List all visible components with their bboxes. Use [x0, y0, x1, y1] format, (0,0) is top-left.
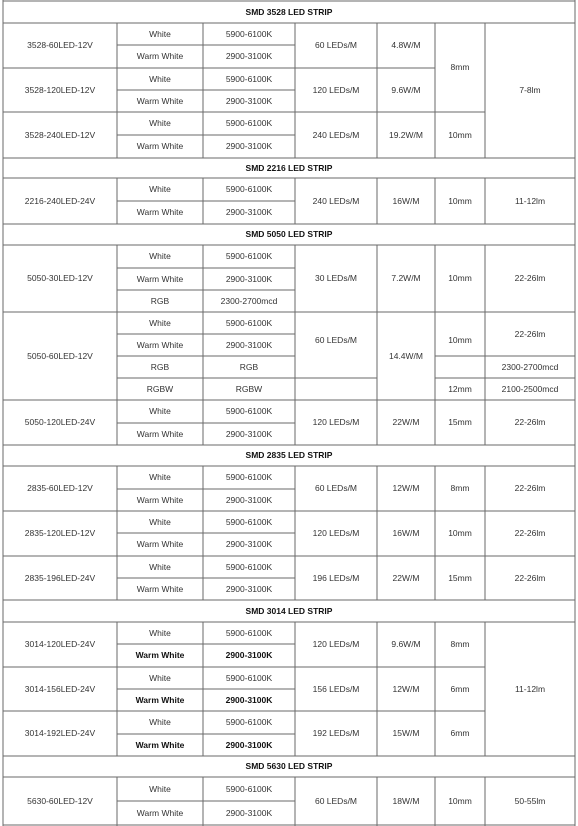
section-header-2216: SMD 2216 LED STRIP [245, 162, 333, 173]
lumen: 22-26lm [514, 328, 546, 339]
lumen: 22-26lm [514, 572, 546, 583]
width: 8mm [450, 483, 470, 494]
cct-white: 5900-6100K [225, 73, 273, 84]
intensity-rgb: 2300-2700mcd [220, 295, 278, 306]
width: 10mm [448, 795, 472, 806]
power: 18W/M [392, 795, 420, 806]
width: 6mm [450, 728, 470, 739]
value-rgb: RGB [239, 361, 259, 372]
cct-white: 5900-6100K [225, 672, 273, 683]
leds-per-meter: 240 LEDs/M [312, 129, 360, 140]
leds-per-meter: 60 LEDs/M [314, 334, 358, 345]
cct-white: 5900-6100K [225, 627, 273, 638]
color-white: White [149, 28, 171, 39]
section-header-3014: SMD 3014 LED STRIP [245, 605, 333, 616]
color-white: White [149, 783, 171, 794]
model-5050-60: 5050-60LED-12V [27, 350, 93, 361]
model-5050-120: 5050-120LED-24V [24, 417, 96, 428]
cct-white: 5900-6100K [225, 717, 273, 728]
width: 8mm [450, 639, 470, 650]
cct-white: 5900-6100K [225, 783, 273, 794]
leds-per-meter: 196 LEDs/M [312, 572, 360, 583]
cct-warm-white: 2900-3100K [225, 428, 273, 439]
color-warm-white: Warm White [136, 207, 184, 218]
lumen: 22-26lm [514, 273, 546, 284]
color-white: White [149, 73, 171, 84]
width: 10mm [448, 528, 472, 539]
color-rgb: RGB [150, 361, 170, 372]
cct-white: 5900-6100K [225, 472, 273, 483]
lumen: 11-12lm [514, 195, 546, 206]
cct-white: 5900-6100K [225, 28, 273, 39]
power: 16W/M [392, 528, 420, 539]
cct-white: 5900-6100K [225, 516, 273, 527]
value-rgbw: RGBW [235, 383, 263, 394]
power: 12W/M [392, 683, 420, 694]
model-5050-30: 5050-30LED-12V [27, 273, 93, 284]
power: 16W/M [392, 195, 420, 206]
color-rgbw: RGBW [146, 383, 174, 394]
power: 9.6W/M [391, 639, 421, 650]
leds-per-meter: 240 LEDs/M [312, 195, 360, 206]
cct-warm-white: 2900-3100K [225, 273, 273, 284]
lumen: 22-26lm [514, 417, 546, 428]
leds-per-meter: 30 LEDs/M [314, 273, 358, 284]
model-2216-240: 2216-240LED-24V [24, 195, 96, 206]
color-white: White [149, 717, 171, 728]
model-2835-120: 2835-120LED-12V [24, 528, 96, 539]
cct-warm-white: 2900-3100K [225, 583, 273, 594]
model-3528-60: 3528-60LED-12V [27, 40, 93, 51]
color-warm-white: Warm White [136, 273, 184, 284]
power: 22W/M [392, 417, 420, 428]
color-warm-white: Warm White [136, 141, 184, 152]
power: 19.2W/M [388, 129, 423, 140]
color-white: White [149, 317, 171, 328]
model-2835-60: 2835-60LED-12V [27, 483, 93, 494]
lumen: 22-26lm [514, 528, 546, 539]
cct-warm-white: 2900-3100K [225, 539, 273, 550]
cct-warm-white: 2900-3100K [225, 807, 273, 818]
lumen: 22-26lm [514, 483, 546, 494]
section-header-2835: SMD 2835 LED STRIP [245, 450, 333, 461]
color-warm-white: Warm White [136, 807, 184, 818]
power: 14.4W/M [388, 350, 423, 361]
color-white: White [149, 627, 171, 638]
section-header-3528: SMD 3528 LED STRIP [245, 6, 333, 17]
width: 10mm [448, 334, 472, 345]
cct-white: 5900-6100K [225, 561, 273, 572]
model-3014-156: 3014-156LED-24V [24, 683, 96, 694]
color-warm-white: Warm White [136, 51, 184, 62]
model-3014-120: 3014-120LED-24V [24, 639, 96, 650]
section-header-5050: SMD 5050 LED STRIP [245, 229, 333, 240]
power: 4.8W/M [391, 40, 421, 51]
model-3528-120: 3528-120LED-12V [24, 84, 96, 95]
leds-per-meter: 60 LEDs/M [314, 795, 358, 806]
color-warm-white: Warm White [136, 583, 184, 594]
lumen-rgbw: 2100-2500mcd [501, 383, 559, 394]
color-warm-white: Warm White [136, 95, 184, 106]
color-warm-white: Warm White [135, 650, 185, 661]
model-5630-60: 5630-60LED-12V [27, 795, 93, 806]
color-white: White [149, 516, 171, 527]
cct-white: 5900-6100K [225, 184, 273, 195]
cct-warm-white: 2900-3100K [225, 339, 273, 350]
color-white: White [149, 561, 171, 572]
cct-white: 5900-6100K [225, 118, 273, 129]
color-white: White [149, 672, 171, 683]
power: 15W/M [392, 728, 420, 739]
width: 6mm [450, 683, 470, 694]
cct-warm-white: 2900-3100K [225, 51, 273, 62]
width: 10mm [448, 195, 472, 206]
model-3528-240: 3528-240LED-12V [24, 129, 96, 140]
power: 12W/M [392, 483, 420, 494]
power: 7.2W/M [391, 273, 421, 284]
cct-warm-white: 2900-3100K [225, 694, 273, 705]
color-white: White [149, 118, 171, 129]
leds-per-meter: 156 LEDs/M [312, 683, 360, 694]
cct-warm-white: 2900-3100K [225, 95, 273, 106]
leds-per-meter: 192 LEDs/M [312, 728, 360, 739]
width: 10mm [448, 129, 472, 140]
model-3014-192: 3014-192LED-24V [24, 728, 96, 739]
power: 9.6W/M [391, 84, 421, 95]
color-white: White [149, 184, 171, 195]
lumen-rgb: 2300-2700mcd [501, 361, 559, 372]
leds-per-meter: 120 LEDs/M [312, 84, 360, 95]
leds-per-meter: 120 LEDs/M [312, 639, 360, 650]
lumen-merged: 11-12lm [514, 683, 546, 694]
width: 15mm [448, 417, 472, 428]
lumen: 50-55lm [514, 795, 546, 806]
color-white: White [149, 406, 171, 417]
cct-warm-white: 2900-3100K [225, 141, 273, 152]
cct-warm-white: 2900-3100K [225, 739, 273, 750]
leds-per-meter: 120 LEDs/M [312, 417, 360, 428]
color-rgb: RGB [150, 295, 170, 306]
width: 15mm [448, 572, 472, 583]
section-header-5630: SMD 5630 LED STRIP [245, 761, 333, 772]
color-warm-white: Warm White [135, 739, 185, 750]
model-2835-196: 2835-196LED-24V [24, 572, 96, 583]
power: 22W/M [392, 572, 420, 583]
color-warm-white: Warm White [136, 428, 184, 439]
width-rgbw: 12mm [448, 383, 472, 394]
cct-warm-white: 2900-3100K [225, 207, 273, 218]
cct-white: 5900-6100K [225, 317, 273, 328]
color-white: White [149, 251, 171, 262]
lumen-merged: 7-8lm [519, 85, 541, 96]
color-white: White [149, 472, 171, 483]
leds-per-meter: 60 LEDs/M [314, 483, 358, 494]
color-warm-white: Warm White [136, 539, 184, 550]
leds-per-meter: 120 LEDs/M [312, 528, 360, 539]
cct-warm-white: 2900-3100K [225, 650, 273, 661]
width-merged: 8mm [450, 62, 470, 73]
leds-per-meter: 60 LEDs/M [314, 40, 358, 51]
width: 10mm [448, 273, 472, 284]
color-warm-white: Warm White [135, 694, 185, 705]
color-warm-white: Warm White [136, 494, 184, 505]
cct-white: 5900-6100K [225, 406, 273, 417]
cct-white: 5900-6100K [225, 251, 273, 262]
color-warm-white: Warm White [136, 339, 184, 350]
cct-warm-white: 2900-3100K [225, 494, 273, 505]
